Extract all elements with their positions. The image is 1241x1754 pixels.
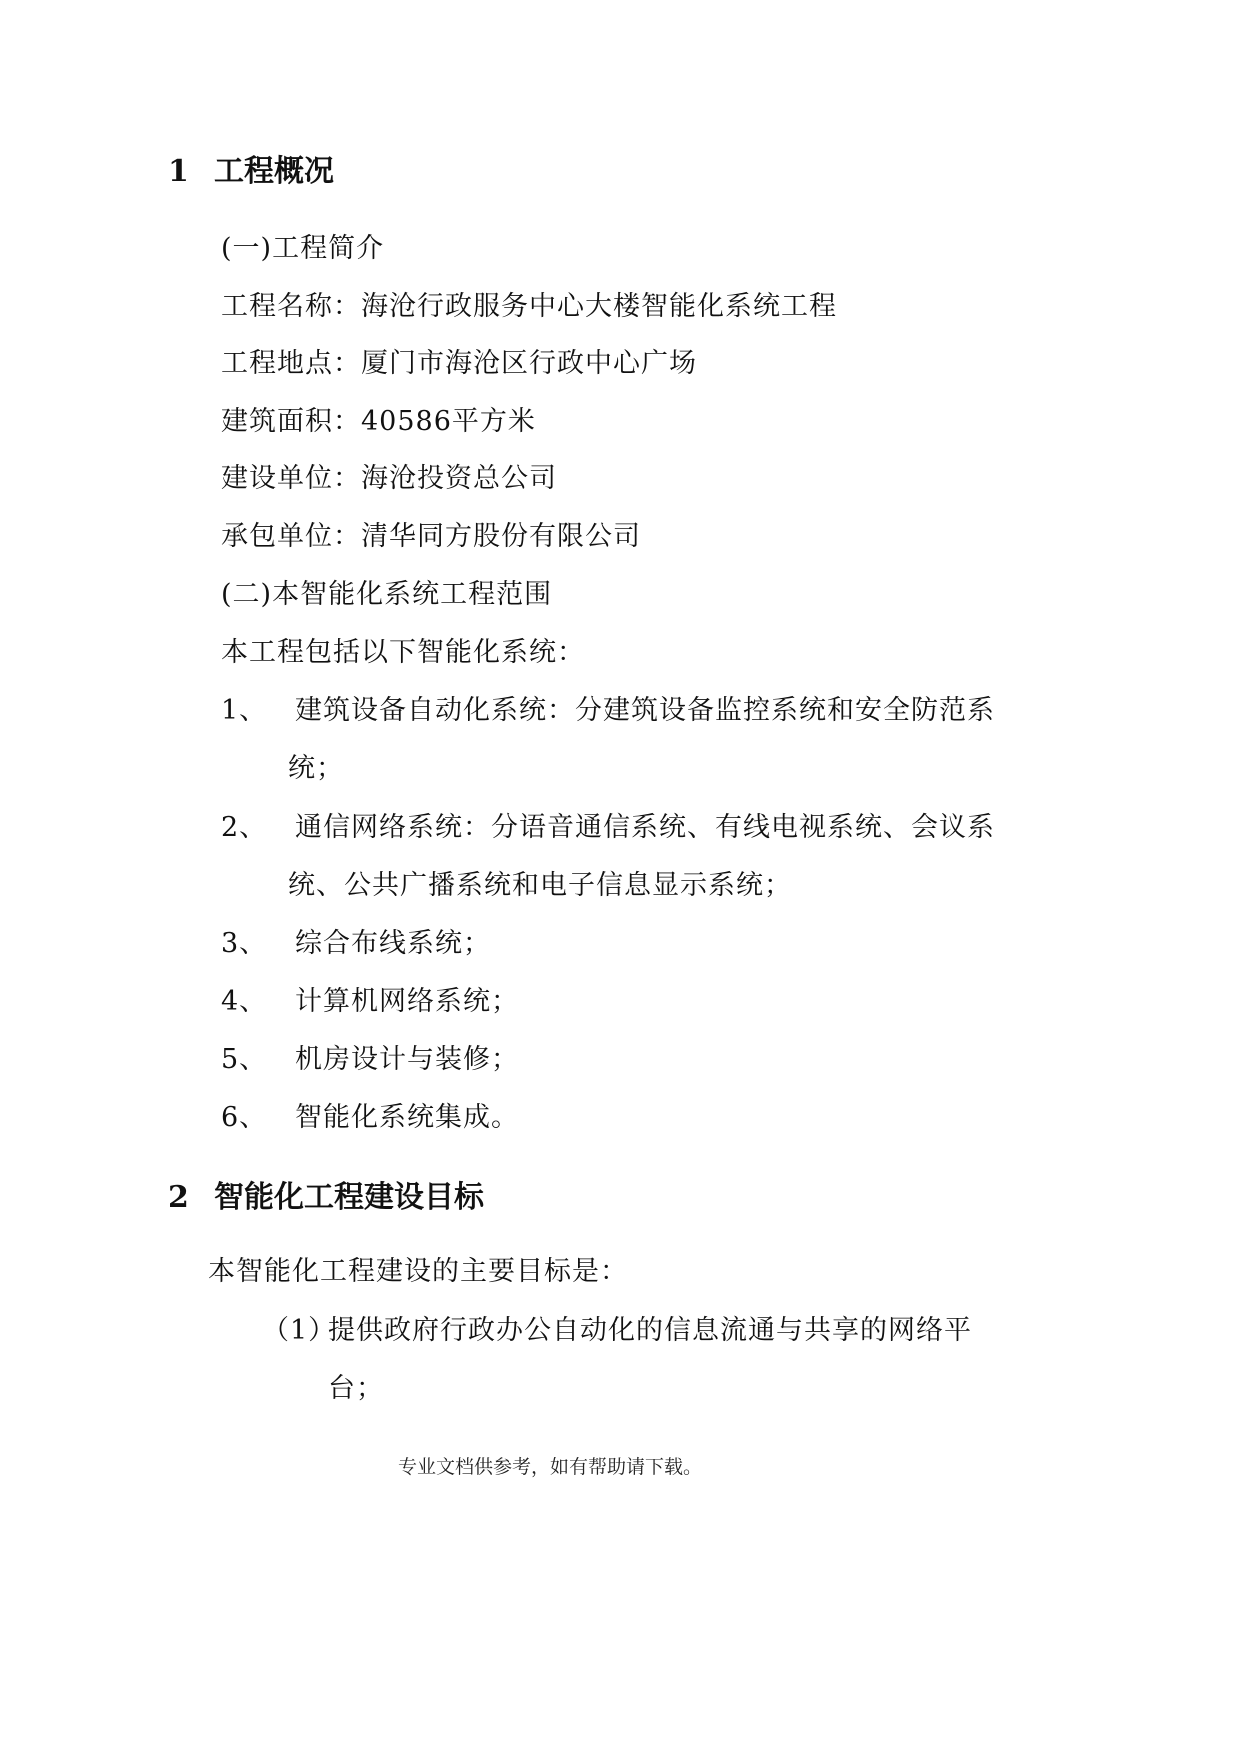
section-1-heading [168,146,334,190]
list-item-number: 6、 [221,1102,268,1133]
project-location-line: 工程地点：厦门市海沧区行政中心广场 [221,348,697,379]
list-item [221,979,519,1018]
list-item-number: 1、 [221,695,268,726]
owner-line: 建设单位：海沧投资总公司 [221,463,557,494]
building-area-line: 建筑面积：40586平方米 [221,406,536,437]
section-2-number: 2 [168,1180,189,1215]
list-item [221,1095,519,1134]
list-item-text: 机房设计与装修； [295,1044,519,1075]
project-name-line: 工程名称：海沧行政服务中心大楼智能化系统工程 [221,291,837,322]
list-item-number: 5、 [221,1044,268,1075]
list-item-continuation: 统； [288,753,344,784]
section-1-title: 工程概况 [214,154,334,189]
section-2-title: 智能化工程建设目标 [214,1180,484,1215]
list-item [221,688,995,727]
list-item-number: 4、 [221,986,268,1017]
list-item-text: 综合布线系统； [295,928,491,959]
list-item [221,805,995,844]
list-item-number: 3、 [221,928,268,959]
scope-intro: 本工程包括以下智能化系统： [221,637,585,668]
page-footer: 专业文档供参考，如有帮助请下载。 [397,1456,702,1478]
intro-heading: (一)工程简介 [221,233,385,264]
list-item-text: 智能化系统集成。 [295,1102,519,1133]
list-item-text: 通信网络系统：分语音通信系统、有线电视系统、会议系 [295,812,995,843]
goal-item [262,1308,972,1347]
goal-item-text: 提供政府行政办公自动化的信息流通与共享的网络平 [328,1315,972,1346]
goal-item-continuation: 台； [328,1373,384,1404]
section-1-number: 1 [168,154,189,189]
list-item [221,1037,519,1076]
list-item-number: 2、 [221,812,268,843]
list-item [221,921,491,960]
section-2-heading [168,1172,484,1216]
list-item-text: 建筑设备自动化系统：分建筑设备监控系统和安全防范系 [295,695,995,726]
list-item-text: 计算机网络系统； [295,986,519,1017]
contractor-line: 承包单位：清华同方股份有限公司 [221,521,641,552]
goal-item-number: （1） [262,1315,337,1346]
section-2-intro: 本智能化工程建设的主要目标是： [208,1256,628,1287]
list-item-continuation: 统、公共广播系统和电子信息显示系统； [288,870,792,901]
scope-heading: (二)本智能化系统工程范围 [221,579,553,610]
